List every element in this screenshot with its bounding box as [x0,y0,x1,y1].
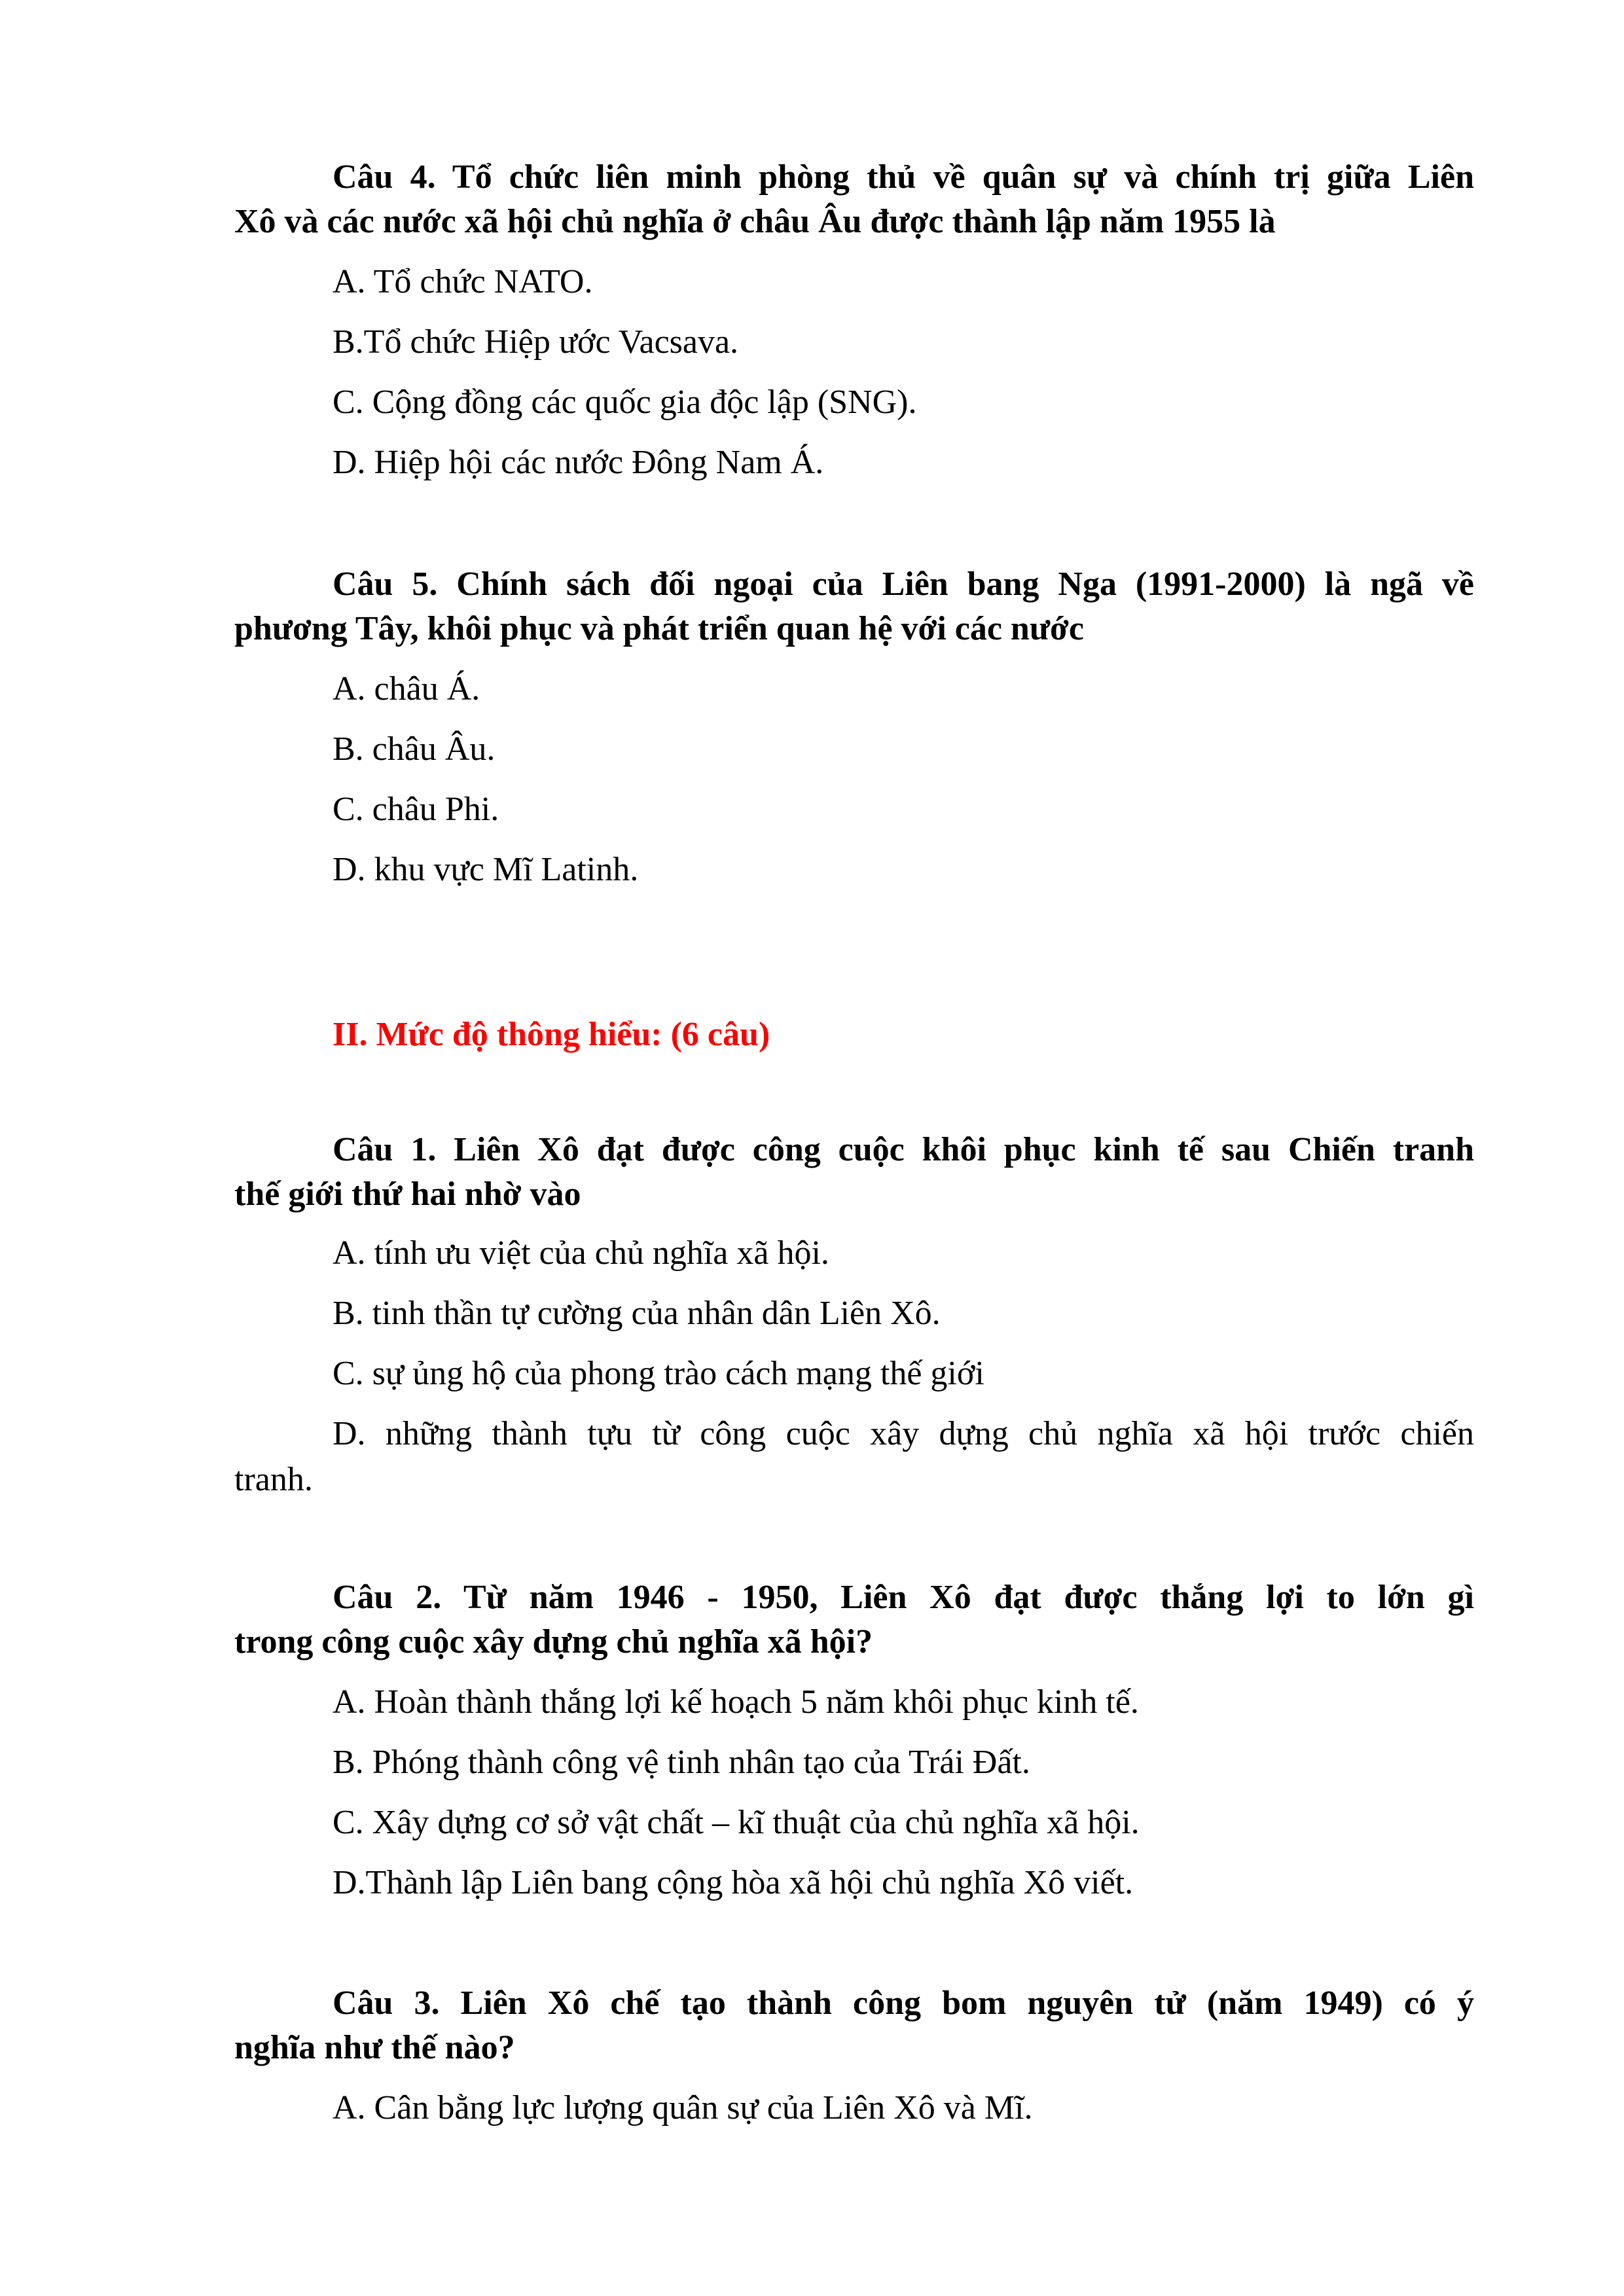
section-2-heading: II. Mức độ thông hiểu: (6 câu) [333,1016,770,1053]
question-5-option-b: B. châu Âu. [333,730,496,768]
section-2-question-1-option-a: A. tính ưu việt của chủ nghĩa xã hội. [333,1234,829,1272]
question-4-option-c: C. Cộng đồng các quốc gia độc lập (SNG). [333,384,917,421]
question-4-option-d: D. Hiệp hội các nước Đông Nam Á. [333,444,824,481]
question-5-title-line-2: phương Tây, khôi phục và phát triển quan hệ với các nước [234,610,1084,647]
section-2-question-3-title-line-1: Câu 3. Liên Xô chế tạo thành công bom nguyên tử (năm 1949) có ý [333,1984,1474,2022]
section-2-question-1-option-d-line-1: D. những thành tựu từ công cuộc xây dựng chủ nghĩa xã hội trước chiến [333,1415,1474,1452]
question-5-option-a: A. châu Á. [333,670,480,708]
question-4-title-line-2: Xô và các nước xã hội chủ nghĩa ở châu Âu được thành lập năm 1955 là [234,203,1276,240]
section-2-question-1-option-c: C. sự ủng hộ của phong trào cách mạng thế giới [333,1355,984,1392]
section-2-question-1-option-d-line-2: tranh. [234,1461,313,1498]
section-2-question-2-title-line-1: Câu 2. Từ năm 1946 - 1950, Liên Xô đạt được thắng lợi to lớn gì [333,1579,1474,1616]
question-4-title-line-1: Câu 4. Tổ chức liên minh phòng thủ về quân sự và chính trị giữa Liên [333,158,1474,196]
section-2-question-2-title-line-2: trong công cuộc xây dựng chủ nghĩa xã hội? [234,1623,873,1660]
section-2-question-2-option-d: D.Thành lập Liên bang cộng hòa xã hội chủ nghĩa Xô viết. [333,1864,1134,1901]
section-2-question-2-option-b: B. Phóng thành công vệ tinh nhân tạo của Trái Đất. [333,1744,1030,1781]
section-2-question-1-title-line-1: Câu 1. Liên Xô đạt được công cuộc khôi phục kinh tế sau Chiến tranh [333,1131,1474,1168]
section-2-question-3-title-line-2: nghĩa như thế nào? [234,2029,515,2066]
section-2-question-2-option-c: C. Xây dựng cơ sở vật chất – kĩ thuật của chủ nghĩa xã hội. [333,1804,1140,1841]
question-5-title-line-1: Câu 5. Chính sách đối ngoại của Liên bang Nga (1991-2000) là ngã về [333,565,1474,603]
question-5-option-c: C. châu Phi. [333,791,499,828]
section-2-question-1-title-line-2: thế giới thứ hai nhờ vào [234,1175,581,1213]
question-5-option-d: D. khu vực Mĩ Latinh. [333,851,639,888]
section-2-question-3-option-a: A. Cân bằng lực lượng quân sự của Liên Xô và Mĩ. [333,2089,1033,2126]
section-2-question-2-option-a: A. Hoàn thành thắng lợi kế hoạch 5 năm khôi phục kinh tế. [333,1683,1139,1721]
question-4-option-a: A. Tổ chức NATO. [333,263,593,300]
section-2-question-1-option-b: B. tinh thần tự cường của nhân dân Liên Xô. [333,1295,941,1332]
question-4-option-b: B.Tổ chức Hiệp ước Vacsava. [333,323,739,361]
